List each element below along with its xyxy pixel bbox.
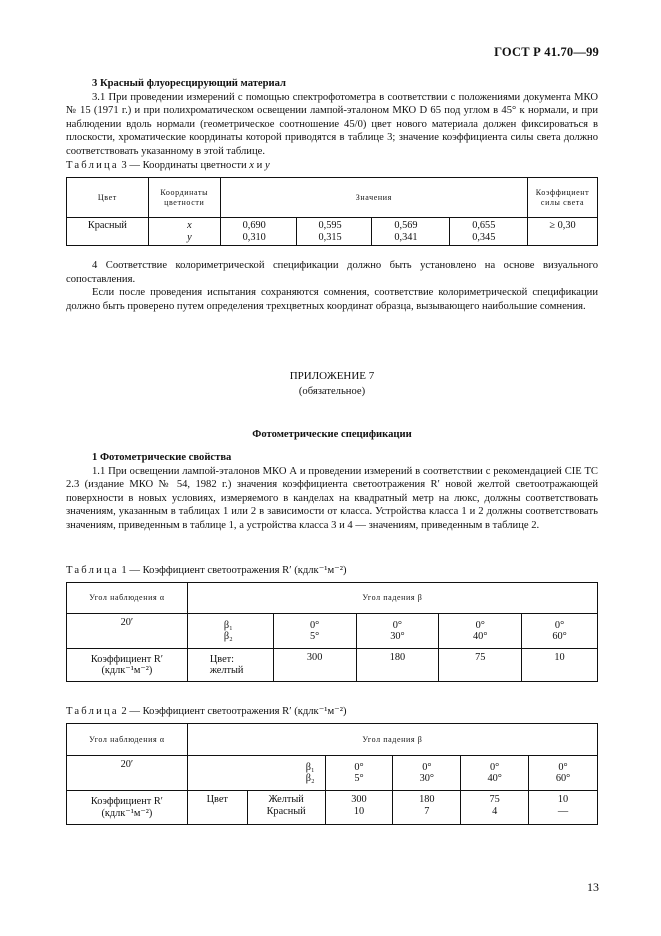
table-1-beta1-value: 0° — [392, 619, 403, 631]
table-2-head-obs: Угол наблюдения α — [67, 724, 188, 756]
table-1-color-label-line1: Цвет: — [209, 653, 234, 665]
section-3 — [66, 77, 598, 159]
table-2-color-label: Цвет — [187, 791, 247, 825]
table-1-beta1: β₁ — [223, 619, 233, 631]
table-3-label-y: y — [187, 231, 192, 243]
table-2-beta2-value: 60° — [555, 773, 571, 784]
table-3-y-value: 0,345 — [472, 231, 496, 243]
table-row — [67, 756, 598, 791]
table-1-color-label — [187, 649, 273, 682]
table-1-caption — [66, 564, 346, 576]
table-3-caption-text: 3 — Координаты цветности — [121, 160, 247, 171]
table-2-color-red: Красный — [266, 805, 306, 817]
table-3-label-x: x — [187, 220, 192, 231]
table-2-beta1: β₁ — [305, 761, 315, 773]
table-2-coef-label-line1: Коэффициент R′ — [90, 796, 163, 807]
table-2-beta2-value: 40° — [487, 773, 502, 784]
table-1-head-inc: Угол падения β — [187, 583, 597, 614]
paragraph-3-1: 3.1 При проведении измерений с помощью спектрофотометра в соответствии с положениями документа МКО № 15 (1971 г.) и при полихроматическом освещении лампой-эталоном МКО D 65 под углом в 45° к нормали, и при наблюдении вдоль нормали (геометрическое соотношение 45/0) цвет нового материала должен фиксироваться в плоскости, хроматические координаты которой приводятся в таблице 3; значение коэффициента силы света должно соответствовать указанному в этой таблице. — [66, 91, 598, 157]
table-2-beta2: β₂ — [305, 773, 315, 784]
table-1-coef-label-line2: (кдлк⁻¹м⁻²) — [101, 665, 153, 676]
table-2-beta1-value: 0° — [558, 761, 568, 773]
table-2-beta1-value: 0° — [422, 761, 432, 773]
table-row — [67, 218, 598, 246]
table-2-angle-cell — [529, 756, 598, 791]
table-1-beta2: β₂ — [223, 631, 233, 642]
section-3-title: 3 Красный флуоресцирующий материал — [92, 78, 286, 89]
table-row — [67, 614, 598, 649]
table-2-obs-angle: 20′ — [67, 756, 188, 791]
table-1-angle-cell — [522, 614, 598, 649]
table-1-color-label-line2: желтый — [209, 665, 244, 676]
table-2-red-value: 4 — [492, 805, 498, 817]
table-2-color-names — [247, 791, 325, 825]
table-1-head-obs: Угол наблюдения α — [67, 583, 188, 614]
paragraph-doubt: Если после проведения испытания сохраняются сомнения, соответствие колориметрической спецификации должно быть проверено путем определения трехцветных координат образца, вызывающего наибольшие сомнения. — [66, 287, 598, 312]
table-2-red-value: 10 — [353, 805, 365, 817]
table-2-header-row — [67, 724, 598, 756]
table-1-value: 180 — [356, 649, 439, 682]
appendix-title: ПРИЛОЖЕНИЕ 7 — [289, 370, 375, 382]
table-1-coef-label — [67, 649, 188, 682]
appendix-subtitle: (обязательное) — [298, 386, 366, 397]
table-1-beta-labels — [187, 614, 273, 649]
table-row — [67, 649, 598, 682]
table-3-head-color: Цвет — [67, 178, 149, 218]
table-3-y-value: 0,341 — [394, 231, 418, 243]
table-2-angle-cell — [461, 756, 529, 791]
table-1-value: 75 — [439, 649, 522, 682]
table-3-head-coords — [148, 178, 220, 218]
table-2 — [66, 723, 598, 825]
table-3-y-value: 0,315 — [318, 231, 342, 243]
table-2-coef-label — [67, 791, 188, 825]
table-1-caption-text: 1 — Коэффициент светоотражения R′ (кдлк⁻¹м⁻²) — [121, 565, 347, 576]
table-3-head-values: Значения — [220, 178, 527, 218]
table-1-value: 300 — [273, 649, 356, 682]
table-3-value-cell — [220, 218, 296, 246]
table-1-angle-cell — [439, 614, 522, 649]
table-2-caption — [66, 705, 346, 717]
table-2-beta-labels — [187, 756, 325, 791]
appendix-section-1 — [66, 451, 598, 533]
table-2-coef-label-line2: (кдлк⁻¹м⁻²) — [101, 807, 153, 819]
table-2-value-cell — [529, 791, 598, 825]
table-row — [67, 791, 598, 825]
table-3 — [66, 177, 598, 246]
table-1-beta2-value: 40° — [473, 631, 488, 642]
table-3-head-coef-line1: Коэффициент — [535, 187, 590, 197]
paragraph-1-1: 1.1 При освещении лампой-эталонов МКО А и проведении измерений в соответствии с рекомендацией CIE TC 2.3 (издание МКО № 54, 1982 г.) значения коэффициента светоотражения R′ новой желтой светоотражающей поверхности в новых условиях, измеряемого в канделах на квадратный метр на люкс, должны соответствовать значениям, указанным в таблицах 1 или 2 в зависимости от класса. Устройства класса 1 и 2 должны соответствовать значениям, приведенным в таблице 1, а устройства класса 3 и 4 — значениям, приведенным в таблице 2. — [66, 465, 598, 531]
table-3-x-value: 0,690 — [242, 220, 266, 231]
table-1-beta2-value: 60° — [552, 631, 567, 642]
table-2-yellow-value: 75 — [489, 794, 500, 805]
table-2-value-cell — [325, 791, 393, 825]
table-3-head-coef-line2: силы света — [540, 197, 585, 207]
table-3-caption — [66, 160, 270, 171]
table-3-head-coords-line1: Координаты — [160, 187, 209, 197]
table-1-beta1-value: 0° — [554, 619, 565, 631]
table-1 — [66, 582, 598, 682]
table-2-yellow-value: 10 — [557, 794, 569, 805]
table-2-beta1-value: 0° — [354, 761, 364, 773]
table-3-head-coords-line2: цветности — [164, 197, 205, 207]
table-1-angle-cell — [273, 614, 356, 649]
table-3-x-value: 0,569 — [394, 220, 418, 231]
table-3-caption-y: y — [264, 160, 270, 171]
table-3-x-value: 0,655 — [472, 220, 496, 231]
table-3-head-coef — [528, 178, 598, 218]
table-2-beta2-value: 30° — [419, 773, 435, 784]
table-2-color-yellow: Желтый — [268, 794, 304, 805]
table-2-value-cell — [393, 791, 461, 825]
table-2-angle-cell — [393, 756, 461, 791]
table-1-header-row — [67, 583, 598, 614]
paragraph-4: 4 Соответствие колориметрической спецификации должно быть установлено на основе визуального сопоставления. — [66, 260, 598, 285]
table-3-value-cell — [296, 218, 372, 246]
section-1-title: 1 Фотометрические свойства — [92, 452, 232, 463]
table-1-caption-prefix: Таблица — [66, 565, 119, 576]
table-1-obs-angle: 20′ — [67, 614, 188, 649]
table-3-value-cell — [372, 218, 450, 246]
table-3-caption-x: x — [249, 160, 254, 171]
table-2-angle-cell — [325, 756, 393, 791]
document-code: ГОСТ Р 41.70—99 — [494, 45, 599, 59]
table-2-head-inc: Угол падения β — [187, 724, 597, 756]
table-2-value-cell — [461, 791, 529, 825]
table-3-caption-and: и — [256, 160, 263, 171]
table-2-yellow-value: 180 — [419, 794, 435, 805]
table-3-coord-labels — [148, 218, 220, 246]
table-3-color-red: Красный — [67, 218, 149, 246]
table-2-caption-prefix: Таблица — [66, 706, 119, 717]
table-2-red-value: — — [557, 805, 569, 817]
table-2-beta1-value: 0° — [490, 761, 500, 773]
table-3-coef-value: ≥ 0,30 — [528, 218, 598, 246]
table-1-angle-cell — [356, 614, 439, 649]
table-2-yellow-value: 300 — [351, 794, 367, 805]
table-1-beta2-value: 30° — [390, 631, 405, 642]
table-1-beta2-value: 5° — [309, 631, 320, 642]
table-1-beta1-value: 0° — [475, 619, 485, 631]
page-number: 13 — [587, 880, 599, 894]
table-3-y-value: 0,310 — [242, 231, 266, 243]
table-3-header-row — [67, 178, 598, 218]
table-2-beta2-value: 5° — [354, 773, 364, 784]
table-2-red-value: 7 — [424, 805, 430, 817]
table-3-caption-prefix: Таблица — [66, 160, 119, 171]
section-4 — [66, 259, 598, 313]
table-1-coef-label-line1: Коэффициент R′ — [90, 653, 163, 665]
table-1-value: 10 — [522, 649, 598, 682]
table-3-x-value: 0,595 — [318, 220, 342, 231]
table-3-value-cell — [450, 218, 528, 246]
table-1-beta1-value: 0° — [309, 619, 320, 631]
table-2-caption-text: 2 — Коэффициент светоотражения R′ (кдлк⁻¹м⁻²) — [121, 706, 347, 717]
appendix-heading: Фотометрические спецификации — [252, 429, 412, 440]
